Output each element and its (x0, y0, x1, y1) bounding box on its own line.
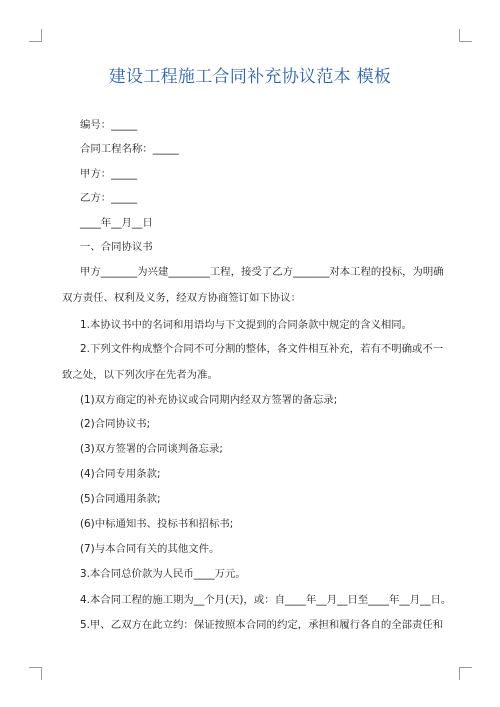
list-item: (6)中标通知书、投标书和招标书; (80, 518, 234, 530)
field-party-a: 甲方：_____ (80, 168, 138, 180)
crop-mark-bottom-left (29, 667, 42, 680)
list-item: (4)合同专用条款; (80, 468, 161, 480)
clause-4: 4.本合同工程的施工期为__个月(天)，或：自____年__月__日至____年__月__日。 (80, 594, 452, 606)
document-title: 建设工程施工合同补充协议范本 模板 (108, 67, 392, 87)
clause-5: 5.甲、乙双方在此立约：保证按照本合同的约定，承担和履行各自的全部责任和 (80, 619, 444, 631)
crop-mark-top-left (29, 29, 42, 42)
list-item: (2)合同协议书; (80, 418, 151, 430)
paragraph-line: 双方责任、权利及义务，经双方协商签订如下协议： (62, 292, 301, 304)
field-date: ____年__月__日 (80, 217, 153, 229)
list-item: (3)双方签署的合同谈判备忘录; (80, 443, 223, 455)
clause-1: 1.本协议书中的名词和用语均与下文提到的合同条款中规定的含义相同。 (80, 319, 413, 331)
paragraph-line: 甲方_______为兴建________工程，接受了乙方_______对本工程的投标，为明确 (80, 266, 444, 278)
field-contract-number: 编号：_____ (80, 119, 138, 131)
clause-3: 3.本合同总价款为人民币____万元。 (80, 568, 246, 580)
section-heading: 一、合同协议书 (80, 241, 153, 253)
list-item: (7)与本合同有关的其他文件。 (80, 543, 220, 555)
clause-2-continued: 致之处，以下列次序在先者为准。 (62, 369, 218, 381)
field-project-name: 合同工程名称：_____ (80, 143, 179, 155)
crop-mark-top-right (459, 29, 472, 42)
clause-2: 2.下列文件构成整个合同不可分割的整体，各文件相互补充，若有不明确或不一 (80, 343, 444, 355)
list-item: (1)双方商定的补充协议或合同期内经双方签署的备忘录; (80, 394, 338, 406)
field-party-b: 乙方：_____ (80, 192, 138, 204)
list-item: (5)合同通用条款; (80, 493, 161, 505)
crop-mark-bottom-right (459, 667, 472, 680)
